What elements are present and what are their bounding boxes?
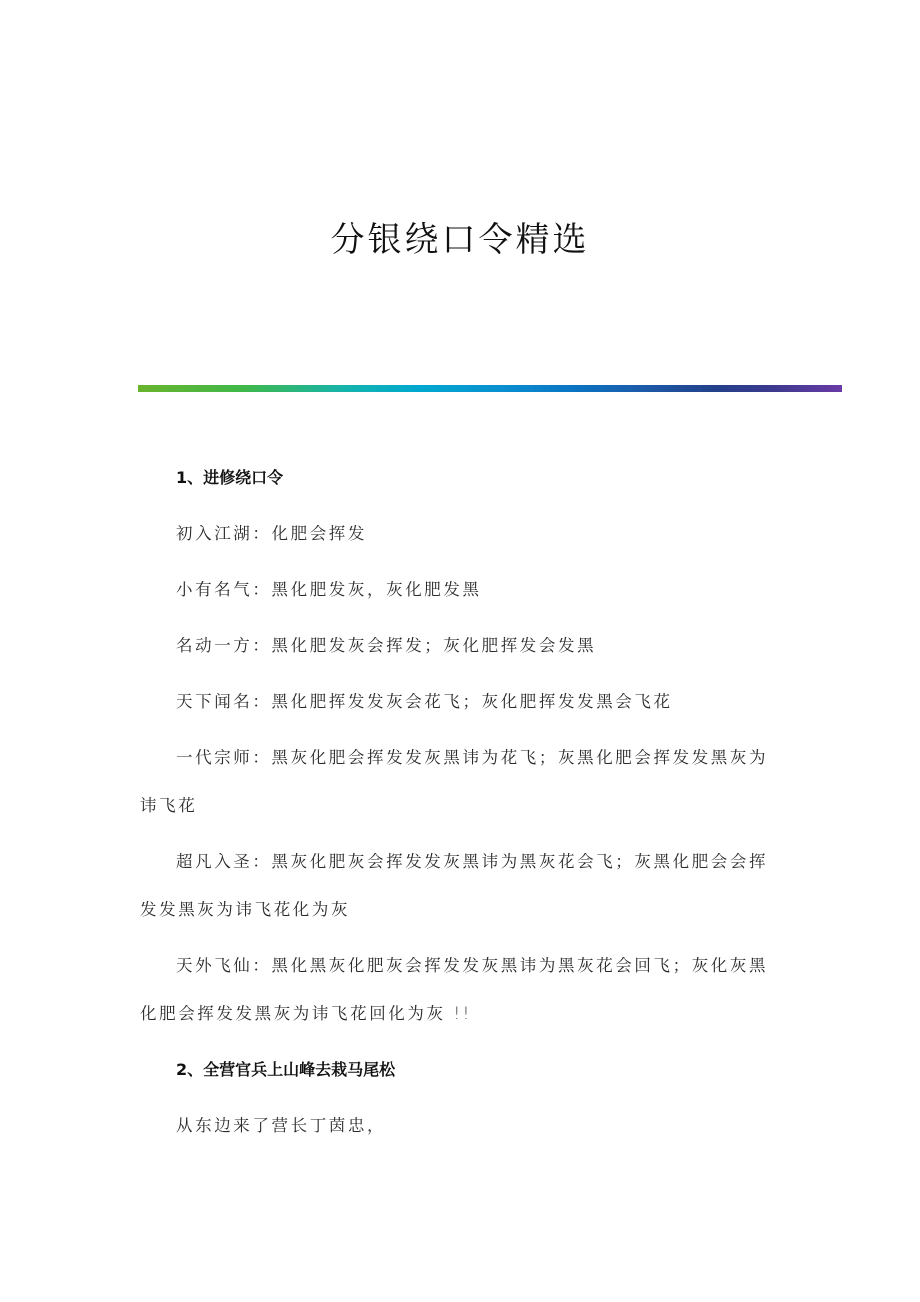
paragraph: 从东边来了营长丁茵忠， <box>176 1116 387 1135</box>
document-body <box>140 466 772 1170</box>
paragraph: 一代宗师：黑灰化肥会挥发发灰黑讳为花飞；灰黑化肥会挥发发黑灰为讳飞花 <box>140 748 769 815</box>
paragraph: 天外飞仙：黑化黑灰化肥灰会挥发发灰黑讳为黑灰花会回飞；灰化灰黑化肥会挥发发黑灰为讳飞花回化为灰 !! <box>140 956 769 1023</box>
paragraph: 名动一方：黑化肥发灰会挥发；灰化肥挥发会发黑 <box>176 636 597 655</box>
paragraph: 初入江湖：化肥会挥发 <box>176 524 367 543</box>
section-heading: 1、进修绕口令 <box>176 468 284 487</box>
page-title: 分银绕口令精选 <box>330 220 590 260</box>
paragraph: 天下闻名：黑化肥挥发发灰会花飞；灰化肥挥发发黑会飞花 <box>176 692 673 711</box>
paragraph: 超凡入圣：黑灰化肥灰会挥发发灰黑讳为黑灰花会飞；灰黑化肥会会挥发发黑灰为讳飞花化为灰 <box>140 852 769 919</box>
paragraph: 小有名气：黑化肥发灰，灰化肥发黑 <box>176 580 482 599</box>
section-heading: 2、全营官兵上山峰去栽马尾松 <box>176 1060 396 1079</box>
gradient-divider <box>138 385 842 392</box>
